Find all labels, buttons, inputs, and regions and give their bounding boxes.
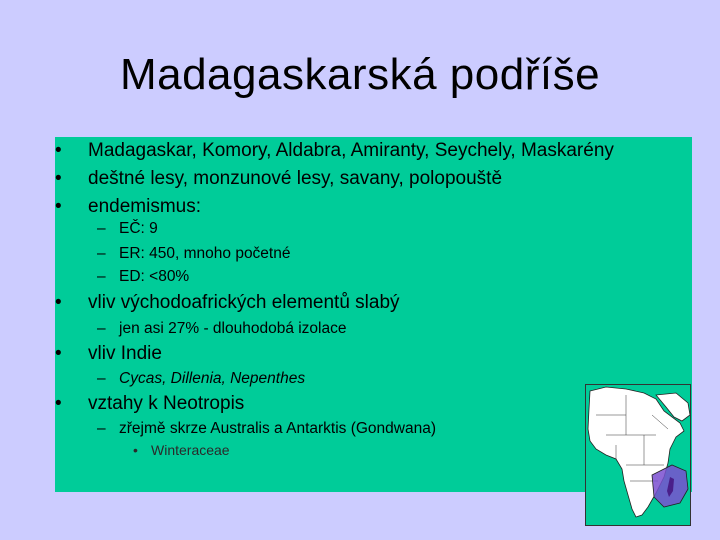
sub-text: ER: 450, mnoho početné <box>119 245 291 262</box>
bullet-text: Madagaskar, Komory, Aldabra, Amiranty, Seychely, Maskarény <box>88 140 614 161</box>
sub-text: EČ: 9 <box>119 220 158 237</box>
africa-madagascar-map-icon <box>585 384 691 526</box>
bullet-marker: • <box>55 196 62 217</box>
map-svg <box>586 385 690 525</box>
bullet-text: endemismus: <box>88 196 201 217</box>
sub-marker: – <box>97 268 106 285</box>
subsub-marker: • <box>133 442 138 458</box>
bullet-marker: • <box>55 292 62 313</box>
bullet-marker: • <box>55 343 62 364</box>
bullet-text: vliv Indie <box>88 343 162 364</box>
bullet-marker: • <box>55 140 62 161</box>
sub-text: ED: <80% <box>119 268 190 285</box>
sub-text: Cycas, Dillenia, Nepenthes <box>119 370 306 387</box>
bullet-text: vliv východoafrických elementů slabý <box>88 292 400 313</box>
bullet-text: deštné lesy, monzunové lesy, savany, polopouště <box>88 168 503 189</box>
bullet-marker: • <box>55 393 62 414</box>
sub-marker: – <box>97 245 106 262</box>
subsub-text: Winteraceae <box>151 442 230 458</box>
sub-marker: – <box>97 220 106 237</box>
bullet-text: vztahy k Neotropis <box>88 393 245 414</box>
slide-title: Madagaskarská podříše <box>119 50 601 99</box>
sub-marker: – <box>97 320 106 337</box>
sub-text: jen asi 27% - dlouhodobá izolace <box>119 320 347 337</box>
sub-marker: – <box>97 370 106 387</box>
sub-marker: – <box>97 420 106 437</box>
sub-text: zřejmě skrze Australis a Antarktis (Gondwana) <box>119 420 437 437</box>
bullet-marker: • <box>55 168 62 189</box>
